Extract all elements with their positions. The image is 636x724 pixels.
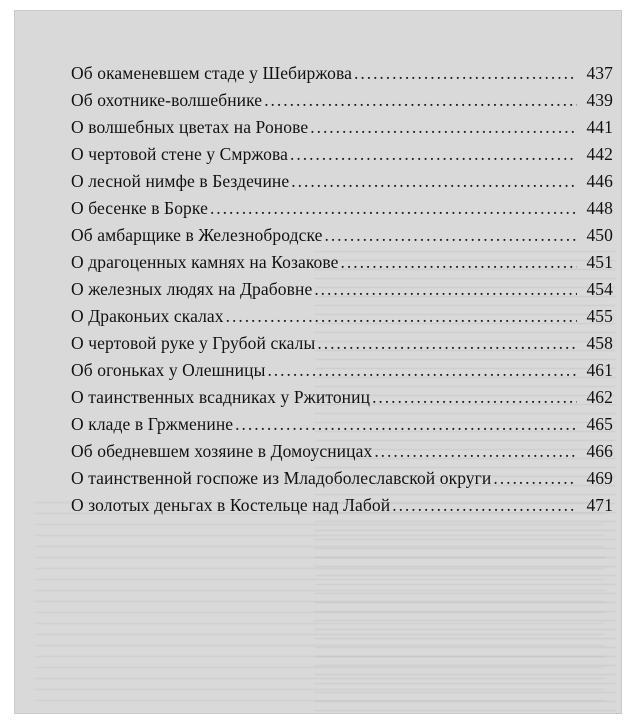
toc-entry [71,117,613,144]
dot-leader [291,171,577,192]
toc-entry-page: 451 [586,252,613,272]
toc-entry-title: Об окаменевшем стаде у Шебиржова [71,63,353,83]
toc-entry-title: О кладе в Гржменине [71,414,234,434]
toc-entry-page: 462 [586,387,613,407]
toc-entry-page: 450 [586,225,613,245]
dot-leader [235,414,577,435]
dot-leader [324,225,577,246]
toc-entry-title: Об обедневшем хозяине в Домоусницах [71,441,373,461]
toc-entry-page: 465 [586,414,613,434]
dot-leader [290,144,577,165]
toc-entry-page: 442 [586,144,613,164]
toc-entry-title: О чертовой руке у Грубой скалы [71,333,316,353]
toc-entry [71,198,613,225]
toc-entry-title: О лесной нимфе в Бездечине [71,171,290,191]
toc-entry-title: О золотых деньгах в Костельце над Лабой [71,495,391,515]
toc-entry [71,360,613,387]
toc-entry-page: 455 [586,306,613,326]
dot-leader [493,468,577,489]
table-of-contents [71,63,613,522]
toc-entry-title: О бесенке в Борке [71,198,208,218]
toc-entry [71,171,613,198]
toc-entry-title: Об амбарщике в Железнобродске [71,225,323,245]
dot-leader [314,279,577,300]
toc-entry-title: О таинственной госпоже из Младоболеславской округи [71,468,492,488]
toc-entry [71,495,613,522]
toc-entry-title: О Драконьих скалах [71,306,224,326]
toc-entry [71,63,613,90]
toc-entry [71,468,613,495]
dot-leader [267,360,577,381]
toc-entry-page: 458 [586,333,613,353]
dot-leader [310,117,577,138]
dot-leader [210,198,577,219]
dot-leader [317,333,577,354]
dot-leader [392,495,577,516]
dot-leader [226,306,577,327]
toc-entry-page: 446 [586,171,613,191]
toc-entry-title: О драгоценных камнях на Козакове [71,252,339,272]
toc-entry-title: О железных людях на Драбовне [71,279,313,299]
toc-entry [71,441,613,468]
toc-entry-title: О чертовой стене у Смржова [71,144,289,164]
toc-entry [71,333,613,360]
toc-entry [71,252,613,279]
toc-entry [71,414,613,441]
toc-entry-title: О таинственных всадниках у Ржитониц [71,387,371,407]
toc-entry-page: 469 [586,468,613,488]
toc-entry-page: 437 [586,63,613,83]
toc-entry-page: 471 [586,495,613,515]
toc-entry-page: 461 [586,360,613,380]
toc-entry-title: О волшебных цветах на Ронове [71,117,309,137]
toc-entry-title: Об охотнике-волшебнике [71,90,263,110]
toc-entry-page: 466 [586,441,613,461]
toc-entry-page: 448 [586,198,613,218]
toc-entry-page: 439 [586,90,613,110]
dot-leader [372,387,577,408]
dot-leader [374,441,577,462]
toc-entry-page: 454 [586,279,613,299]
toc-entry-page: 441 [586,117,613,137]
toc-entry [71,387,613,414]
toc-entry [71,225,613,252]
toc-entry [71,306,613,333]
bleed-through-texture-lower [35,501,605,701]
toc-entry [71,144,613,171]
dot-leader [264,90,577,111]
book-page [14,10,622,714]
toc-entry [71,90,613,117]
dot-leader [354,63,577,84]
dot-leader [341,252,577,273]
toc-entry-title: Об огоньках у Олешницы [71,360,266,380]
toc-entry [71,279,613,306]
